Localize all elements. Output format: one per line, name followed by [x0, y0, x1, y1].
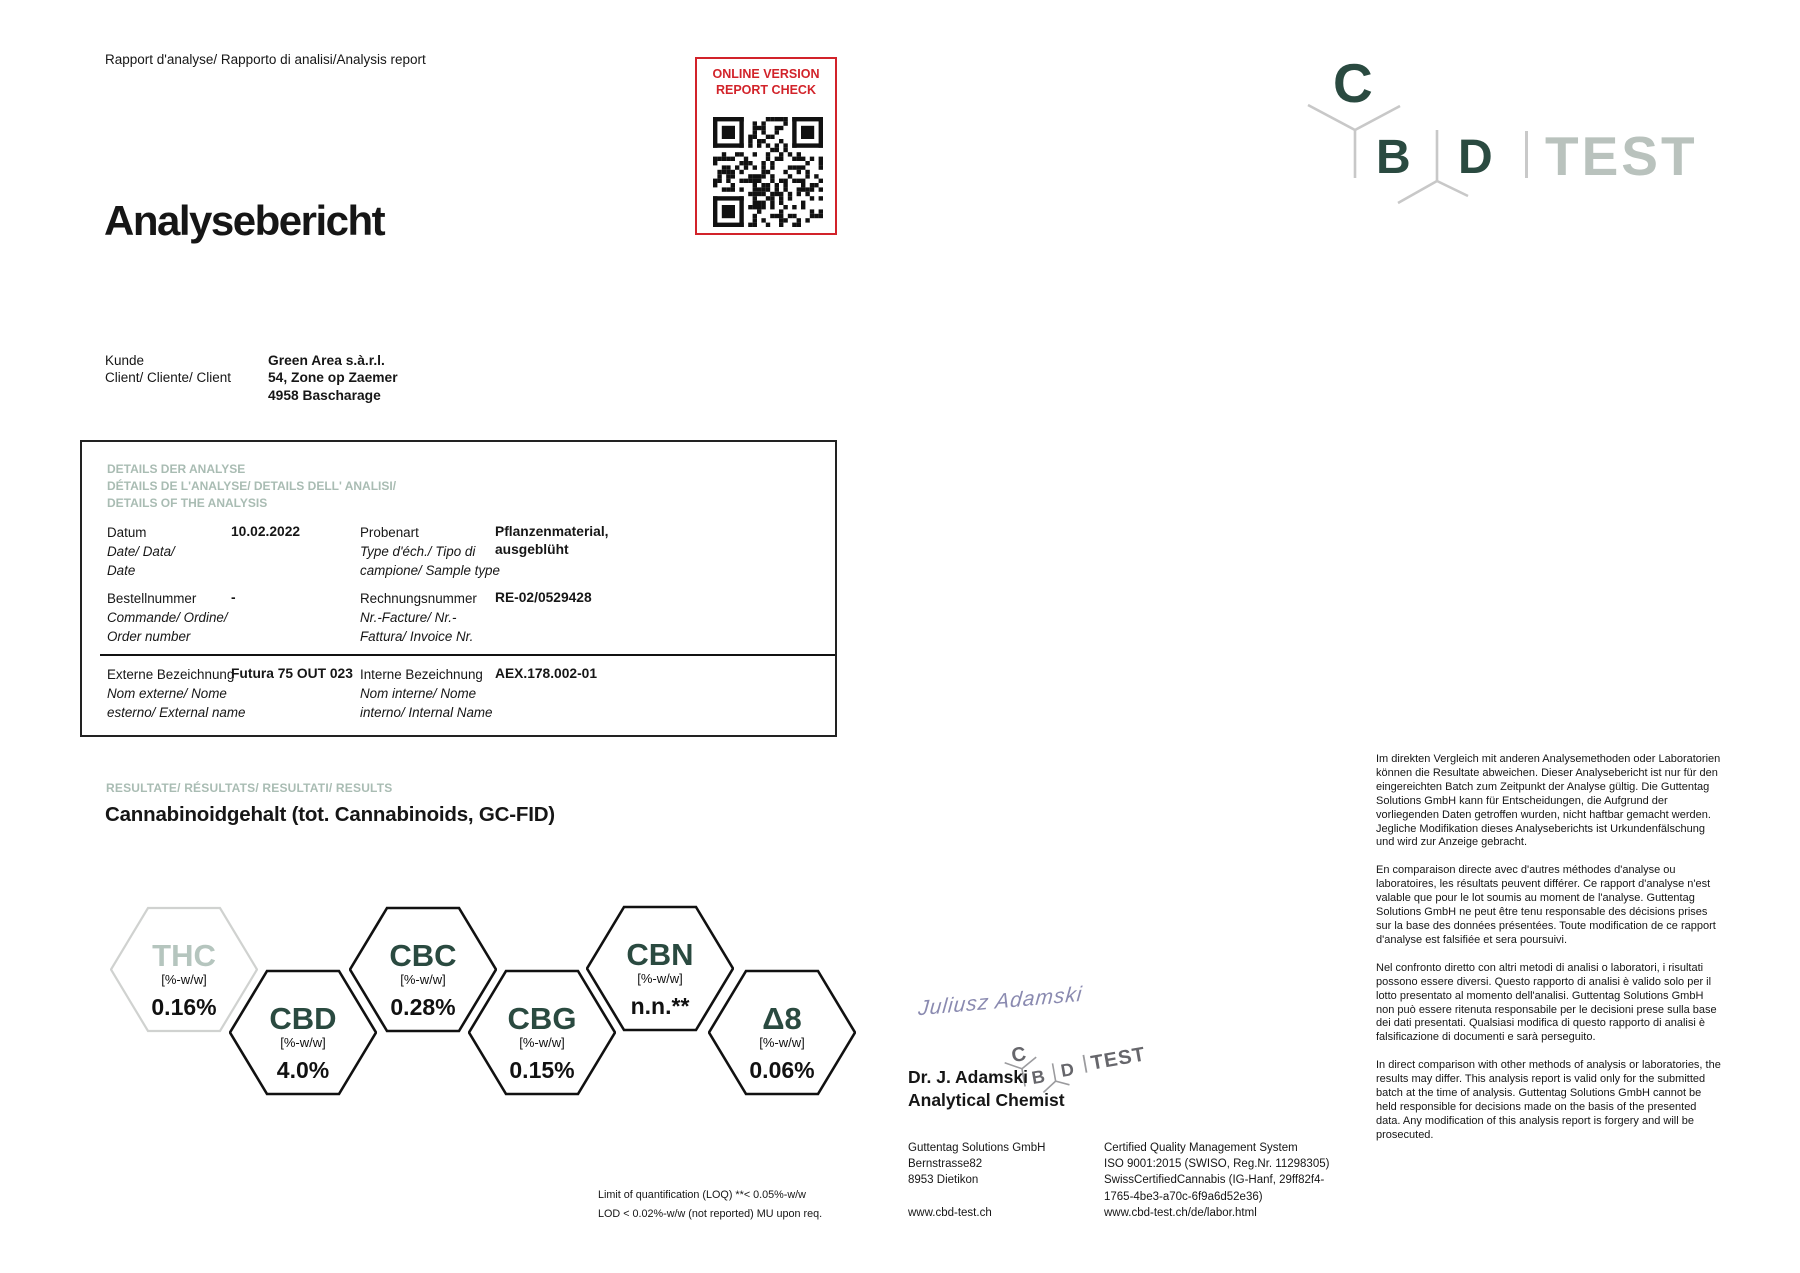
- lab-address: [908, 1140, 1045, 1221]
- field-order-number-value: -: [231, 590, 236, 605]
- online-report-check-box: [695, 57, 837, 235]
- cert-website: www.cbd-test.ch/de/labor.html: [1104, 1206, 1257, 1219]
- cannabinoid-value: 0.06%: [749, 1057, 815, 1083]
- details-header-fr-it: DÉTAILS DE L'ANALYSE/ DETAILS DELL' ANALISI/: [107, 479, 397, 493]
- lab-website: www.cbd-test.ch: [908, 1206, 992, 1219]
- field-date-label: Datum Date/ Data/ Date: [107, 525, 175, 578]
- lab-street: Bernstrasse82: [908, 1158, 983, 1171]
- online-check-title: [697, 66, 835, 99]
- cannabinoid-value: 4.0%: [276, 1057, 330, 1083]
- field-invoice-number-value: RE-02/0529428: [495, 590, 592, 605]
- field-internal-name-label: Interne Bezeichnung Nom interne/ Nome interno/ Internal Name: [360, 667, 493, 720]
- details-header-de: DETAILS DER ANALYSE: [107, 462, 246, 476]
- client-address-2: 4958 Bascharage: [268, 387, 381, 403]
- client-address-1: 54, Zone op Zaemer: [268, 370, 398, 386]
- report-type-line: Rapport d'analyse/ Rapporto di analisi/Analysis report: [105, 52, 426, 67]
- logo-word-test: TEST: [1545, 125, 1698, 187]
- client-label-sub: Client/ Cliente/ Client: [105, 370, 232, 386]
- details-header: [107, 461, 396, 512]
- cannabinoid-value: 0.15%: [509, 1057, 575, 1083]
- cannabinoid-name: THC: [152, 938, 216, 973]
- certification-block: [1104, 1140, 1329, 1221]
- cannabinoid-name: CBG: [507, 1001, 577, 1036]
- lod-line: LOD < 0.02%-w/w (not reported) MU upon req.: [598, 1207, 823, 1220]
- cannabinoid-value: 0.28%: [390, 994, 456, 1020]
- handwritten-signature: Juliusz Adamski: [917, 982, 1084, 1021]
- cannabinoid-unit: [%-w/w]: [280, 1035, 326, 1050]
- results-section-header: RESULTATE/ RÉSULTATS/ RESULTATI/ RESULTS: [106, 781, 393, 795]
- disclaimer-de: Im direkten Vergleich mit anderen Analysemethoden oder Laboratorien können die Resultate abweichen. Dieser Analysebericht ist nur für den eingereichten Batch zum Zeitpunkt der Analyse gültig. Die Guttentag Solutions GmbH kann für Entscheidungen, die Aufgrund der vorliegenden Daten getroffen wurden, nicht haftbar gemacht werden. Jegliche Modifikation dieses Analyseberichts ist Urkundenfälschung und wird zur Anzeige gebracht.: [1376, 753, 1721, 849]
- signatory-name: Dr. J. Adamski: [908, 1067, 1028, 1087]
- results-title: Cannabinoidgehalt (tot. Cannabinoids, GC-FID): [105, 803, 555, 826]
- disclaimer-en: In direct comparison with other methods of analysis or laboratories, the results may differ. This analysis report is valid only for the submitted batch at the time of analysis. Guttentag Solutions GmbH cannot be held responsible for decisions made on the basis of the presented data. Any modification of this analysis report is forgery and will be prosecuted.: [1376, 1059, 1721, 1141]
- cannabinoid-name: CBD: [269, 1001, 337, 1036]
- hexagon-delta8: [708, 969, 856, 1096]
- cannabinoid-name: CBN: [626, 937, 694, 972]
- cannabinoid-unit: [%-w/w]: [400, 972, 446, 987]
- cannabinoid-unit: [%-w/w]: [759, 1035, 805, 1050]
- analysis-details-box: [80, 440, 837, 737]
- details-separator: [100, 654, 835, 656]
- cert-line-1: Certified Quality Management System: [1104, 1142, 1298, 1154]
- logo-letter-d: D: [1458, 131, 1493, 184]
- field-internal-name-value: AEX.178.002-01: [495, 666, 598, 681]
- cert-line-4: 1765-4be3-a70c-6f9a6d52e36): [1104, 1190, 1263, 1203]
- client-label: [105, 352, 231, 387]
- logo-letter-b: B: [1376, 131, 1411, 184]
- cannabinoid-value: n.n.**: [630, 993, 690, 1019]
- cannabinoid-name: Δ8: [762, 1001, 802, 1036]
- field-order-number-label: Bestellnummer Commande/ Ordine/ Order number: [107, 591, 228, 644]
- field-sample-type-value: Pflanzenmaterial, ausgeblüht: [495, 524, 609, 557]
- svg-text:D: D: [1059, 1058, 1076, 1081]
- field-external-name-label: Externe Bezeichnung Nom externe/ Nome esterno/ External name: [107, 667, 246, 720]
- cert-line-2: ISO 9001:2015 (SWISO, Reg.Nr. 11298305): [1104, 1158, 1330, 1171]
- cannabinoid-value: 0.16%: [151, 994, 217, 1020]
- svg-text:TEST: TEST: [1089, 1043, 1148, 1075]
- cannabinoid-name: CBC: [389, 938, 457, 973]
- cannabinoid-unit: [%-w/w]: [637, 971, 683, 986]
- cbd-test-logo: [1300, 40, 1715, 215]
- logo-letter-c: C: [1333, 52, 1373, 114]
- qr-code-icon: [713, 117, 823, 227]
- client-name: Green Area s.à.r.l.: [268, 353, 385, 368]
- cannabinoid-unit: [%-w/w]: [161, 972, 207, 987]
- cannabinoid-unit: [%-w/w]: [519, 1035, 565, 1050]
- signatory-role: Analytical Chemist: [908, 1090, 1065, 1110]
- disclaimer-it: Nel confronto diretto con altri metodi di analisi o laboratori, i risultati possono essere diversi. Questo rapporto di analisi è valido solo per il lotto presentato al momento dell'analisi. Guttentag Solutions GmbH non può essere ritenuta responsabile per le decisioni prese sulla base dei dati presentati. Qualsiasi modifica di questo rapporto di analisi è falsificazione di documenti e sarà perseguito.: [1376, 961, 1717, 1044]
- page-title: Analysebericht: [104, 197, 385, 244]
- field-external-name-value: Futura 75 OUT 023: [231, 666, 353, 681]
- disclaimer-column: [1376, 753, 1723, 1157]
- svg-text:C: C: [1009, 1043, 1028, 1068]
- field-date-value: 10.02.2022: [231, 524, 301, 539]
- client-value: [268, 352, 398, 404]
- signatory: [908, 1066, 1065, 1112]
- online-check-line1: ONLINE VERSION: [712, 67, 820, 81]
- field-sample-type-label: Probenart Type d'éch./ Tipo di campione/ Sample type: [360, 525, 500, 578]
- disclaimer-fr: En comparaison directe avec d'autres méthodes d'analyse ou laboratoires, les résultats peuvent différer. Ce rapport d'analyse n'est valable que pour le lot soumis au moment de l'analyse. Guttentag Solutions GmbH ne peut être tenu responsable des décisions prises sur la base des données présentées. Toute modification de ce rapport d'analyse est falsifiée et sera poursuivi.: [1376, 864, 1716, 946]
- loq-line: Limit of quantification (LOQ) **< 0.05%-w/w: [598, 1189, 806, 1201]
- svg-text:B: B: [1030, 1066, 1047, 1089]
- lab-name: Guttentag Solutions GmbH: [908, 1142, 1046, 1154]
- cert-line-3: SwissCertifiedCannabis (IG-Hanf, 29ff82f4-: [1104, 1174, 1325, 1187]
- client-label-main: Kunde: [105, 353, 145, 368]
- loq-notes: [598, 1186, 822, 1223]
- online-check-line2: REPORT CHECK: [715, 83, 816, 98]
- field-invoice-number-label: Rechnungsnummer Nr.-Facture/ Nr.- Fattura/ Invoice Nr.: [360, 591, 477, 644]
- lab-city: 8953 Dietikon: [908, 1174, 979, 1187]
- details-header-en: DETAILS OF THE ANALYSIS: [107, 496, 268, 510]
